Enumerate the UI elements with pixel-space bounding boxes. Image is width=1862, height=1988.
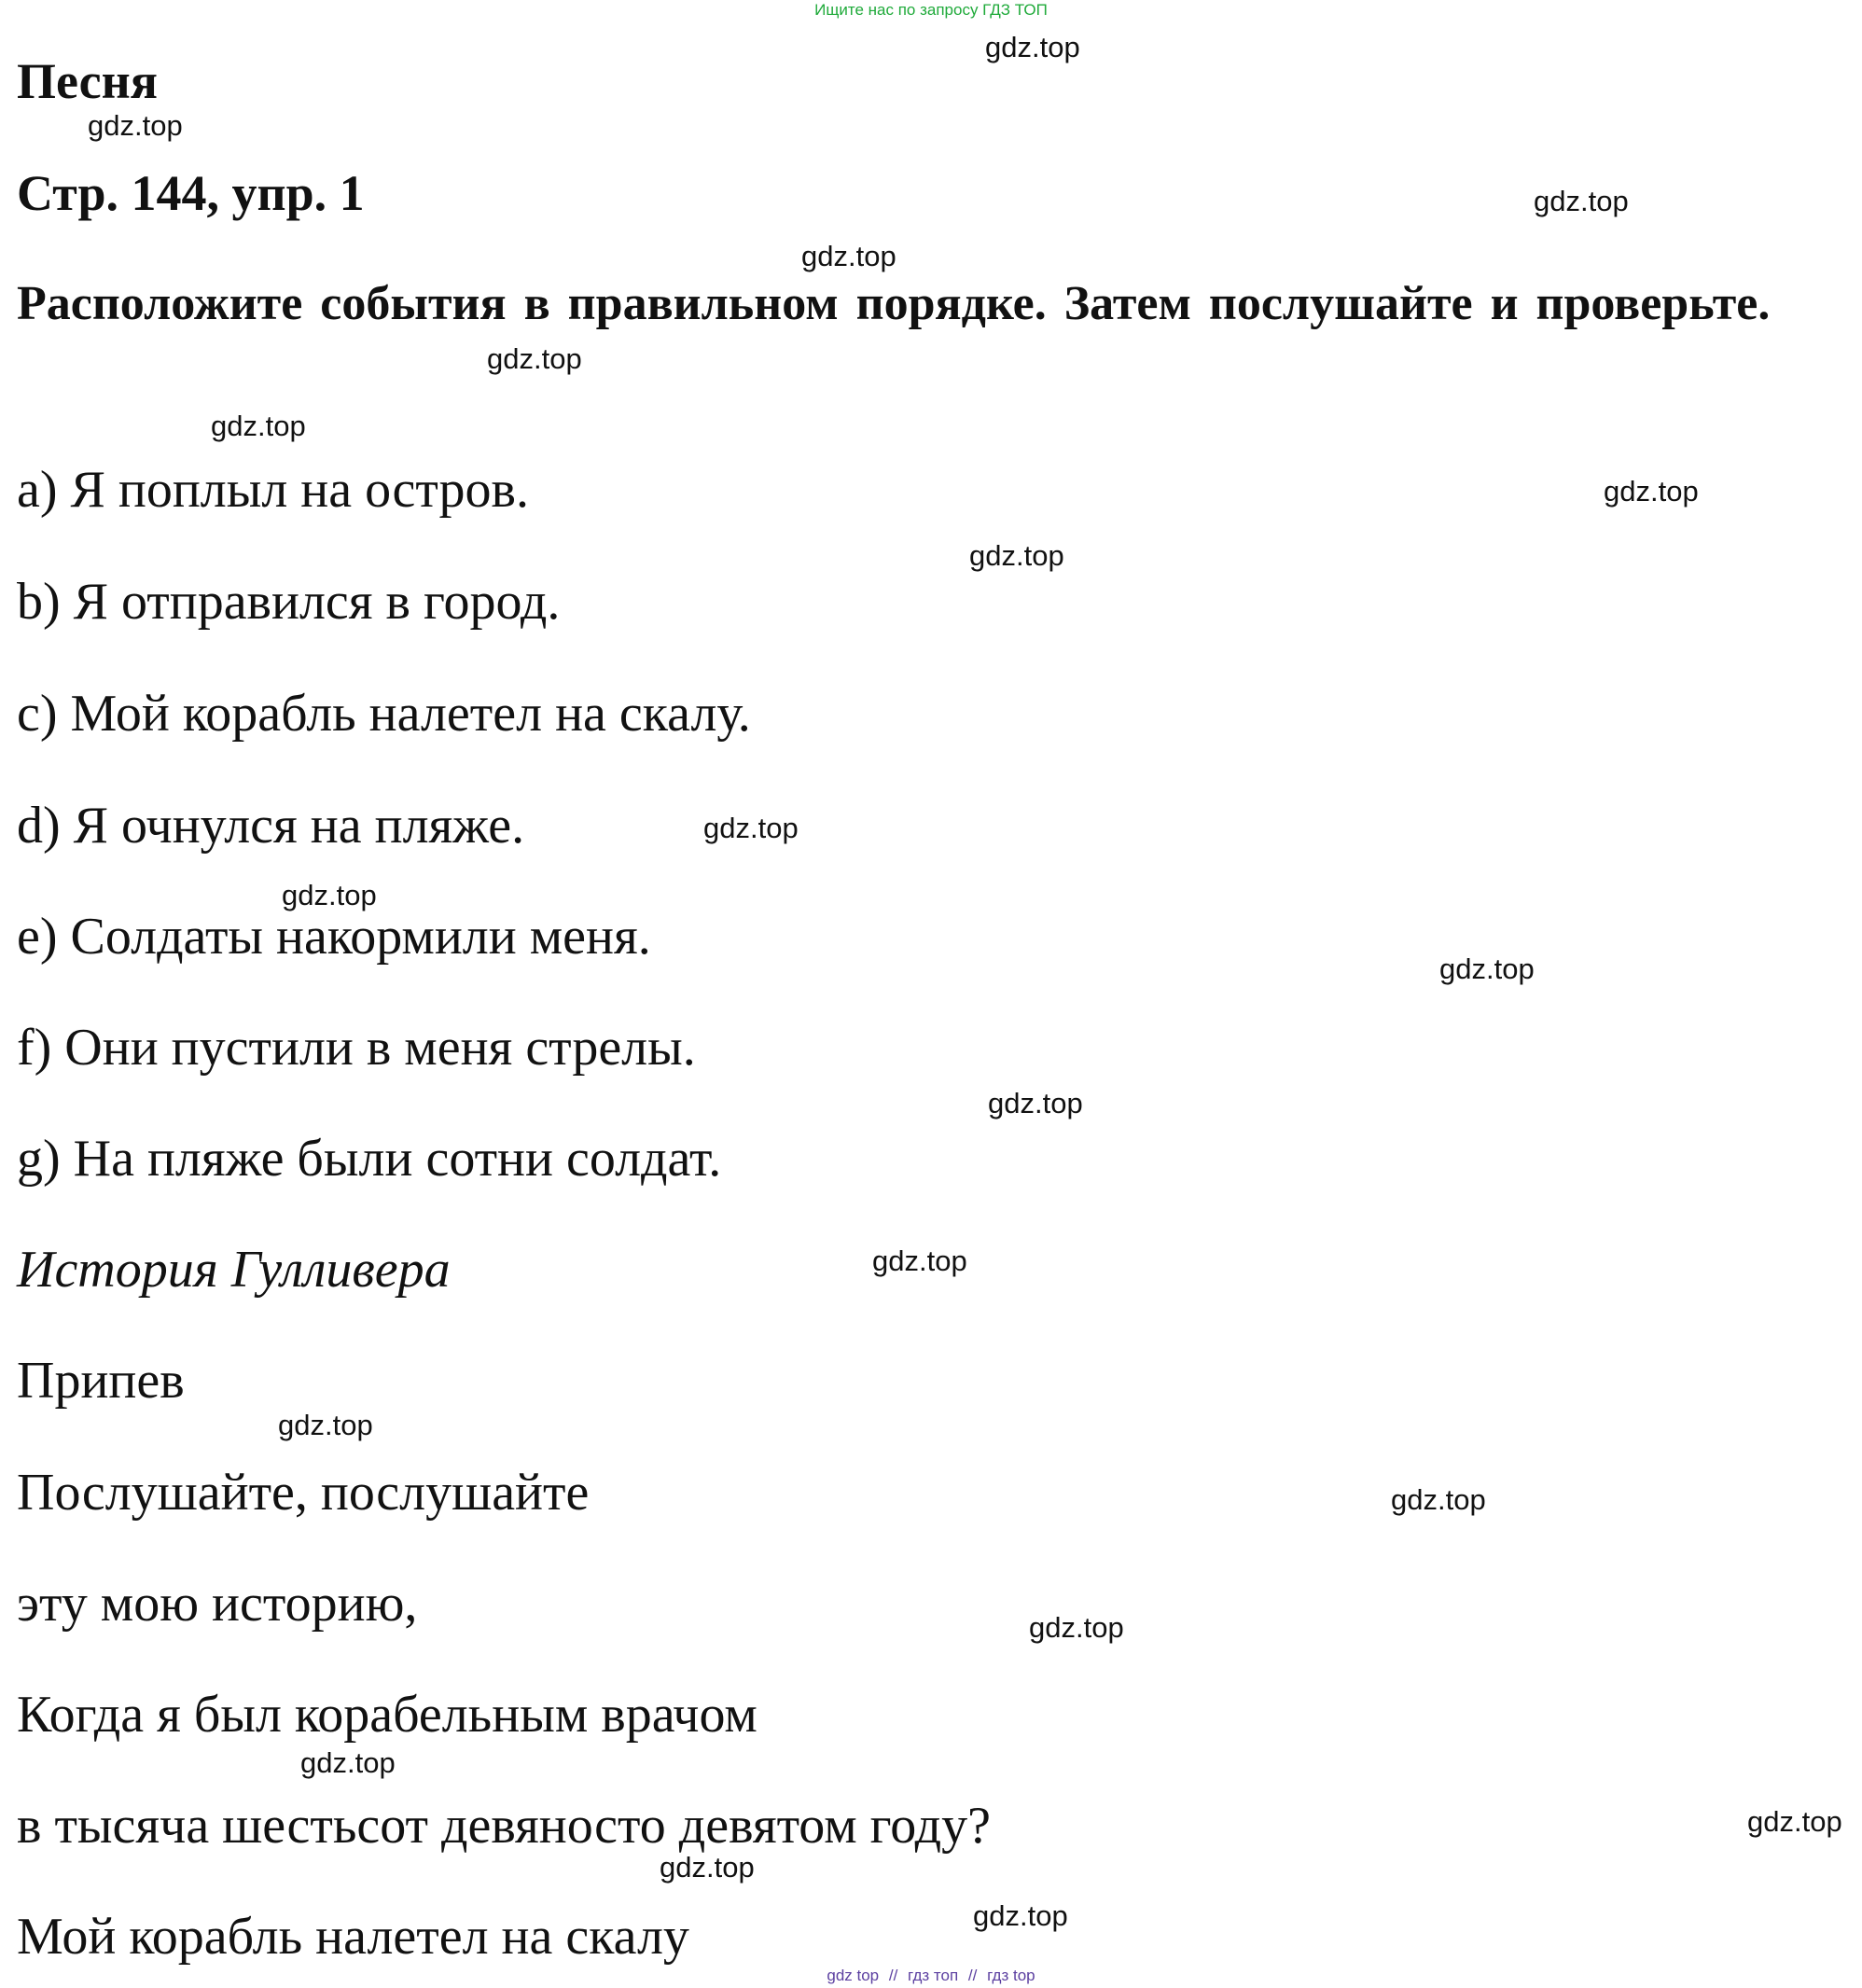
footer-banner[interactable] <box>0 1966 1862 1986</box>
watermark: gdz.top <box>973 1899 1068 1932</box>
watermark: gdz.top <box>1534 185 1629 217</box>
footer-link-3[interactable]: гдз top <box>987 1967 1035 1984</box>
chorus-label: Припев <box>17 1352 185 1410</box>
song-line: Когда я был корабельным врачом <box>17 1686 757 1744</box>
watermark: gdz.top <box>88 109 183 142</box>
watermark: gdz.top <box>1439 952 1535 985</box>
watermark: gdz.top <box>969 539 1064 572</box>
watermark: gdz.top <box>1604 475 1699 507</box>
footer-link-1[interactable]: gdz top <box>827 1967 880 1984</box>
watermark: gdz.top <box>300 1746 396 1779</box>
footer-separator: // <box>888 1967 898 1984</box>
watermark: gdz.top <box>703 812 799 844</box>
list-item-c: c) Мой корабль налетел на скалу. <box>17 685 751 743</box>
page-title: Песня <box>17 53 158 109</box>
watermark: gdz.top <box>801 240 896 272</box>
footer-separator: // <box>967 1967 978 1984</box>
watermark: gdz.top <box>211 410 306 442</box>
song-line: Мой корабль налетел на скалу <box>17 1908 689 1966</box>
instruction-text: Расположите события в правильном порядке. Затем послушайте и проверьте. <box>17 277 1771 330</box>
list-item-d: d) Я очнулся на пляже. <box>17 797 525 855</box>
song-line: эту мою историю, <box>17 1575 418 1633</box>
watermark: gdz.top <box>487 342 582 375</box>
exercise-subtitle: Стр. 144, упр. 1 <box>17 165 365 221</box>
song-line: в тысяча шестьсот девяносто девятом году? <box>17 1797 991 1855</box>
list-item-f: f) Они пустили в меня стрелы. <box>17 1019 696 1077</box>
watermark: gdz.top <box>988 1087 1083 1119</box>
watermark: gdz.top <box>660 1851 755 1884</box>
watermark: gdz.top <box>872 1244 967 1277</box>
song-title: История Гулливера <box>17 1241 451 1299</box>
watermark: gdz.top <box>1029 1611 1124 1644</box>
list-item-a: a) Я поплыл на остров. <box>17 461 529 519</box>
list-item-e: e) Солдаты накормили меня. <box>17 908 651 966</box>
song-line: Послушайте, послушайте <box>17 1464 590 1522</box>
header-banner[interactable]: Ищите нас по запросу ГДЗ ТОП <box>814 1 1048 19</box>
watermark: gdz.top <box>278 1409 373 1441</box>
watermark: gdz.top <box>282 879 377 911</box>
footer-link-2[interactable]: гдз топ <box>908 1967 959 1984</box>
list-item-b: b) Я отправился в город. <box>17 573 561 631</box>
list-item-g: g) На пляже были сотни солдат. <box>17 1130 722 1188</box>
watermark: gdz.top <box>1391 1483 1486 1516</box>
watermark: gdz.top <box>985 31 1080 63</box>
watermark: gdz.top <box>1747 1805 1842 1838</box>
